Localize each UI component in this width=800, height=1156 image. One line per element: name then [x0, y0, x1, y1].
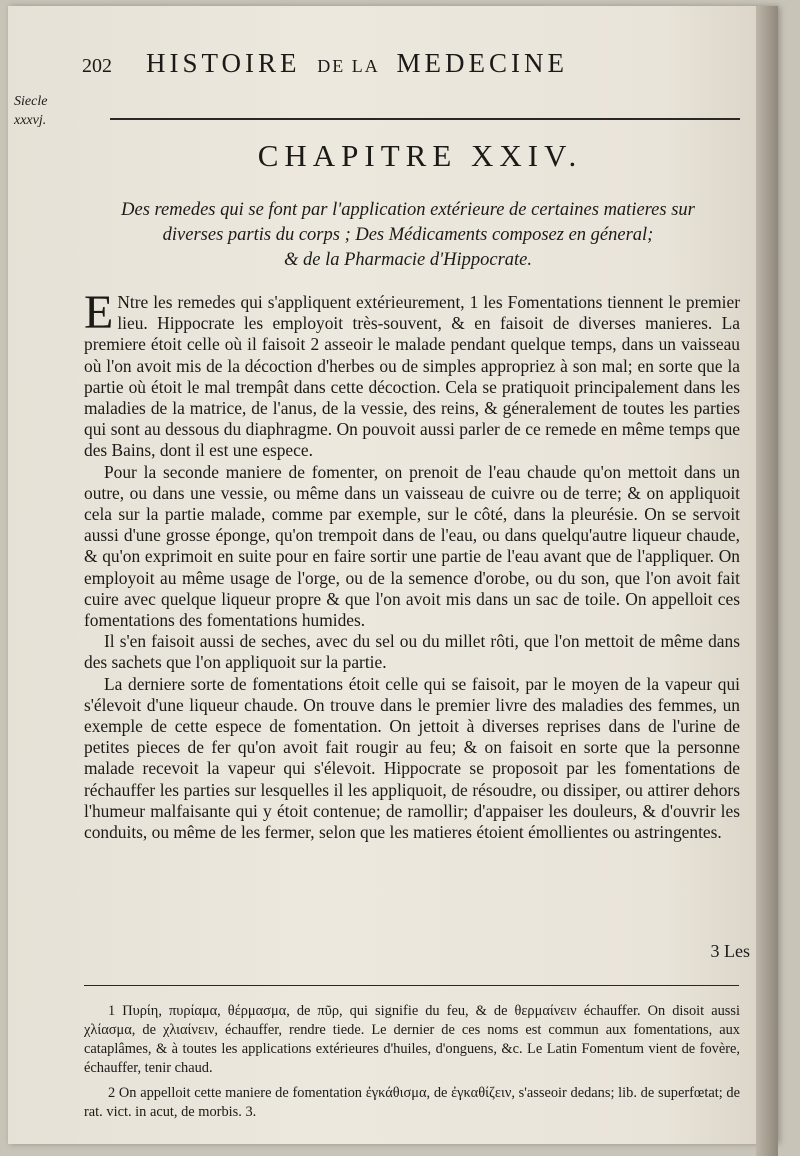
subtitle-line: & de la Pharmacie d'Hippocrate. — [283, 250, 532, 270]
running-title-part: HISTOIRE — [146, 48, 301, 78]
margin-note-line: xxxvj. — [14, 113, 47, 128]
paragraph: Pour la seconde maniere de fomenter, on prenoit de l'eau chaude qu'on mettoit dans un outre, ou dans une vessie, ou même dans un vaisseau de cuivre ou de terre; & on appliquoit cela sur la partie malade, comme par exemple, sur le côté, dans la pleurésie. On se servoit aussi d'une grosse éponge, qu'on trempoit dans de l'eau, ou dans quelqu'autre liqueur chaude, & qu'on exprimoit en suite pour en faire sortir une partie de l'eau avant que de l'appliquer. On employoit au même usage de l'orge, ou de la semence d'orobe, ou du son, que l'on avoit fait cuire avec quelque liqueur propre & que l'on avoit mis dans un sac de toile. On appelloit ces fomentations des fomentations humides. — [84, 461, 740, 631]
running-head — [82, 48, 732, 88]
paragraph-text: Ntre les remedes qui s'appliquent extérieurement, 1 les Fomentations tiennent le premier lieu. Hippocrate les employoit très-souvent, & en faisoit de diverses manieres. La premiere étoit celle où il faisoit 2 asseoir le malade pendant quelque temps, dans un vaisseau où l'on avoit mis de la décoction d'herbes ou de simples appropriez à son mal; en sorte que la partie où étoit le mal trempât dans cette décoction. Cela se pratiquoit principalement dans les maladies de la matrice, de l'anus, de la vessie, des reins, & géneralement de toutes les parties qui sont au dessous du diaphragme. On pouvoit aussi parler de ce remede en même temps que des Bains, dont il est une espece. — [84, 292, 740, 461]
paragraph — [84, 286, 740, 462]
page-edge — [756, 6, 778, 1156]
head-rule — [110, 118, 740, 120]
running-title — [146, 48, 568, 79]
paragraph: Il s'en faisoit aussi de seches, avec du sel ou du millet rôti, que l'on mettoit de même dans des sachets que l'on appliquoit sur la partie. — [84, 631, 740, 673]
drop-cap: E — [84, 286, 114, 339]
body-text — [84, 286, 740, 843]
running-title-part: DE LA — [317, 56, 380, 76]
footnote: 2 On appelloit cette maniere de fomentation ἐγκάθισμα, de ἐγκαθίζειν, s'asseoir dedans; lib. de superfœtat; de rat. vict. in acut, de morbis. 3. — [84, 1085, 740, 1120]
footnote: 1 Πυρίη, πυρίαμα, θέρμασμα, de πῦρ, qui signifie du feu, & de θερμαίνειν échauffer. On disoit aussi χλίασμα, de χλιαίνειν, échauffer, rendre tiede. Le dernier de ces noms est commun aux fomentations, aux cataplâmes, & à toutes les applications extérieures d'huiles, d'onguens, &c. Le Latin Fomentum vient de fovère, échauffer, tenir chaud. — [84, 1003, 740, 1076]
running-title-part: MEDECINE — [396, 48, 568, 78]
margin-note-line: Siecle — [14, 94, 48, 109]
paragraph: La derniere sorte de fomentations étoit celle qui se faisoit, par le moyen de la vapeur qui s'élevoit d'une liqueur chaude. On trouve dans le premier livre des maladies des femmes, un exemple de cette espece de fomentation. On jettoit à diverses reprises dans de l'urine de petites pieces de fer qu'on avoit fait rougir au feu; & on faisoit en sorte que la personne malade recevoit la vapeur qui s'élevoit. Hippocrate se proposoit par les fomentations de réchauffer les parties sur lesquelles il les appliquoit, de résoudre, ou dissiper, ou attirer dehors l'humeur malfaisante qui y étoit contenue; de ramollir; d'appaiser les douleurs, & d'ouvrir les conduits, ou même de les fermer, selon que les matieres étoient émollientes ou astringentes. — [84, 673, 740, 843]
page-number: 202 — [82, 55, 112, 77]
subtitle-line: diverses partis du corps ; Des Médicaments composez en géneral; — [162, 225, 654, 245]
margin-note — [14, 92, 74, 130]
chapter-subtitle — [78, 198, 738, 273]
subtitle-line: Des remedes qui se font par l'application extérieure de certaines matieres sur — [121, 200, 695, 220]
chapter-title: CHAPITRE XXIV. — [257, 138, 583, 173]
footnote-rule — [84, 985, 739, 986]
footnotes — [84, 1002, 740, 1128]
catchword: 3 Les — [710, 941, 750, 961]
